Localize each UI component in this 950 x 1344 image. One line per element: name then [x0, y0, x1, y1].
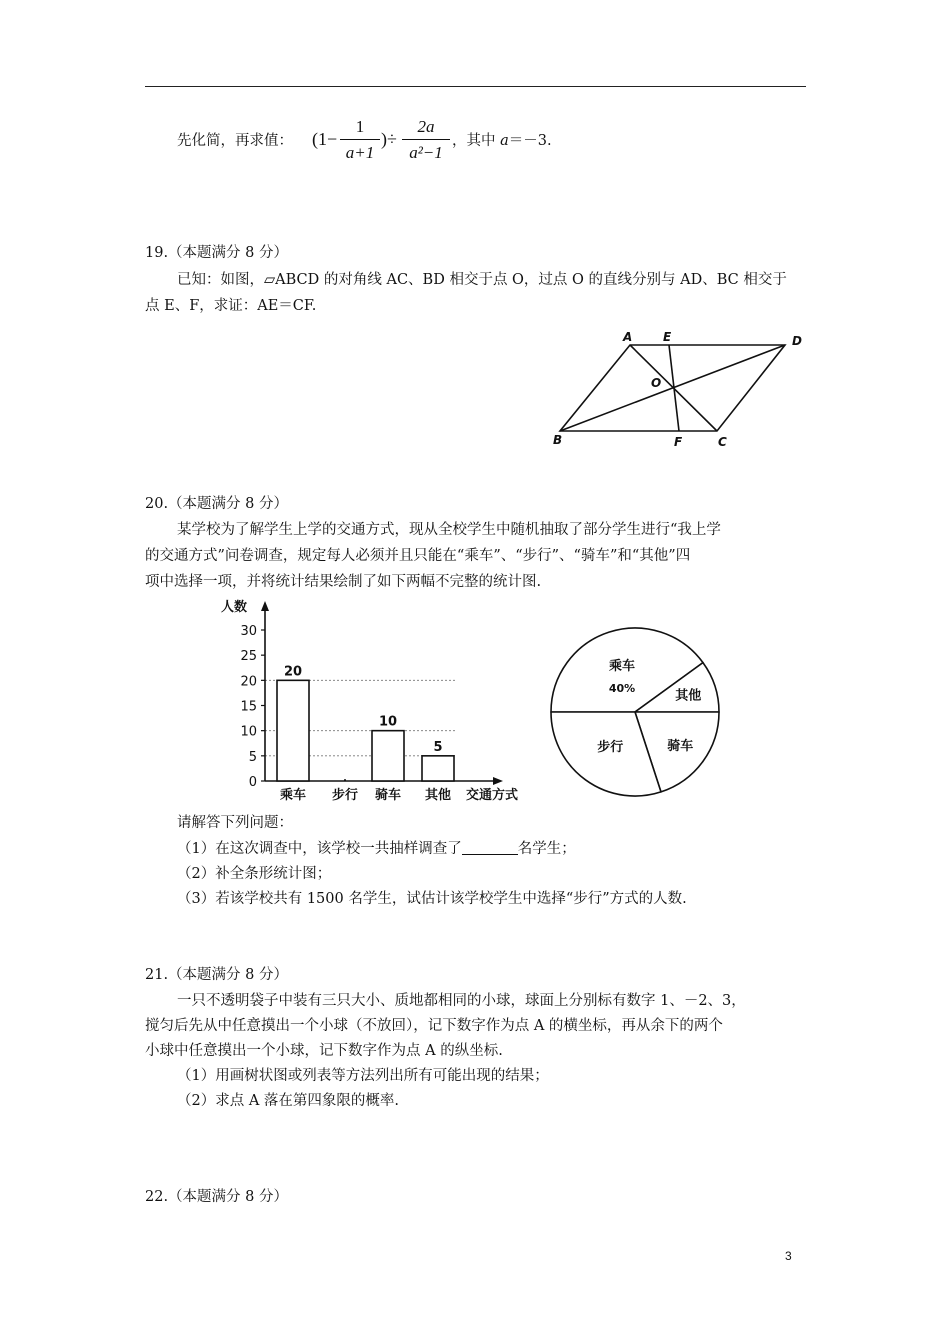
label-f: F [674, 435, 683, 449]
q19-header: 19.（本题满分 8 分） [145, 245, 289, 261]
q21-sub-1: （1）用画树状图或列表等方法列出所有可能出现的结果； [177, 1068, 549, 1084]
bar-missing-marker [344, 779, 346, 781]
pie-slice-label: 其他 [675, 688, 702, 704]
q22-header: 22.（本题满分 8 分） [145, 1189, 289, 1205]
bar-y-tick-label: 0 [248, 775, 257, 790]
pie-chart-slices [551, 628, 719, 796]
q18-f2-numerator: 2a [417, 117, 435, 136]
bar-chart [215, 595, 545, 810]
q18-suffix: ，其中 a＝－3. [452, 133, 552, 149]
q18-prefix: 先化简，再求值： [177, 133, 293, 149]
bar-category-label: 骑车 [374, 788, 402, 803]
q20-sub-1: （1）在这次调查中，该学校一共抽样调查了 名学生； [177, 841, 576, 857]
header-rule [145, 86, 806, 87]
bar-category-label: 步行 [331, 788, 359, 803]
bar-3 [372, 731, 404, 781]
bar-category-label: 乘车 [279, 788, 307, 803]
bar-y-tick-label: 5 [248, 749, 257, 765]
q20-line-2: 的交通方式”问卷调查，规定每人必须并且只能在“乘车”、“步行”、“骑车”和“其他”四 [145, 548, 691, 564]
label-b: B [553, 433, 563, 447]
bar-1 [277, 680, 309, 781]
pie-slice-percent-label: 40% [608, 682, 636, 696]
label-c: C [718, 435, 727, 449]
q18-fraction-1 [340, 117, 380, 163]
q18-f1-denominator: a+1 [345, 143, 375, 162]
bar-value-label: 20 [283, 664, 303, 680]
bar-value-label: 10 [378, 714, 398, 730]
bar-y-axis-arrow [261, 601, 269, 611]
bar-chart-bars [277, 664, 454, 781]
bar-value-label: 5 [433, 739, 443, 755]
q19-line-2: 点 E、F，求证：AE＝CF. [145, 298, 317, 314]
q21-sub-2: （2）求点 A 落在第四象限的概率. [177, 1093, 400, 1109]
bar-y-tick-label: 10 [240, 724, 257, 740]
q18-expr-mid: )÷ [381, 129, 397, 149]
bar-chart-ylabel: 人数 [221, 600, 248, 615]
q19-line-1: 已知：如图，▱ABCD 的对角线 AC、BD 相交于点 O，过点 O 的直线分别与 AD、BC 相交于 [177, 272, 787, 288]
bar-y-tick-label: 20 [240, 674, 257, 690]
q20-sub-3: （3）若该学校共有 1500 名学生，试估计该学校学生中选择“步行”方式的人数. [177, 891, 687, 907]
q20-line-3: 项中选择一项，并将统计结果绘制了如下两幅不完整的统计图. [145, 574, 542, 590]
pie-slice-label: 步行 [597, 740, 624, 755]
bar-category-label: 其他 [424, 788, 452, 803]
q18-f1-numerator: 1 [355, 117, 365, 136]
label-o: O [651, 376, 662, 390]
pie-slice-label: 骑车 [667, 738, 694, 754]
q18-expr-open: (1− [312, 129, 338, 149]
label-d: D [792, 334, 802, 348]
q20-prompt: 请解答下列问题： [177, 815, 293, 831]
answer-blank[interactable] [462, 840, 518, 855]
page-number: 3 [785, 1249, 792, 1263]
bar-chart-xlabel: 交通方式 [466, 788, 519, 803]
bar-4 [422, 756, 454, 781]
label-a: A [623, 330, 633, 344]
pie-chart [548, 625, 723, 800]
q20-line-1: 某学校为了解学生上学的交通方式，现从全校学生中随机抽取了部分学生进行“我上学 [177, 522, 721, 538]
pie-slice-label: 乘车 [608, 659, 636, 675]
q21-line-1: 一只不透明袋子中装有三只大小、质地都相同的小球，球面上分别标有数字 1、－2、3， [177, 993, 746, 1009]
bar-y-tick-label: 15 [240, 699, 257, 715]
parallelogram-figure [545, 325, 815, 455]
q20-header: 20.（本题满分 8 分） [145, 496, 289, 512]
q20-sub-2: （2）补全条形统计图； [177, 866, 332, 882]
q21-line-2: 搅匀后先从中任意摸出一个小球（不放回），记下数字作为点 A 的横坐标，再从余下的两个 [145, 1018, 723, 1034]
bar-x-axis-arrow [493, 777, 503, 785]
bar-chart-categories [280, 787, 451, 803]
q18-f2-denominator: a²−1 [409, 143, 443, 162]
q18-fraction-2 [402, 117, 450, 163]
bar-y-tick-label: 30 [240, 624, 257, 639]
q21-header: 21.（本题满分 8 分） [145, 967, 289, 983]
bar-chart-ticks [240, 624, 265, 790]
label-e: E [663, 330, 672, 344]
q21-line-3: 小球中任意摸出一个小球，记下数字作为点 A 的纵坐标. [145, 1043, 503, 1059]
bar-y-tick-label: 25 [240, 649, 257, 665]
